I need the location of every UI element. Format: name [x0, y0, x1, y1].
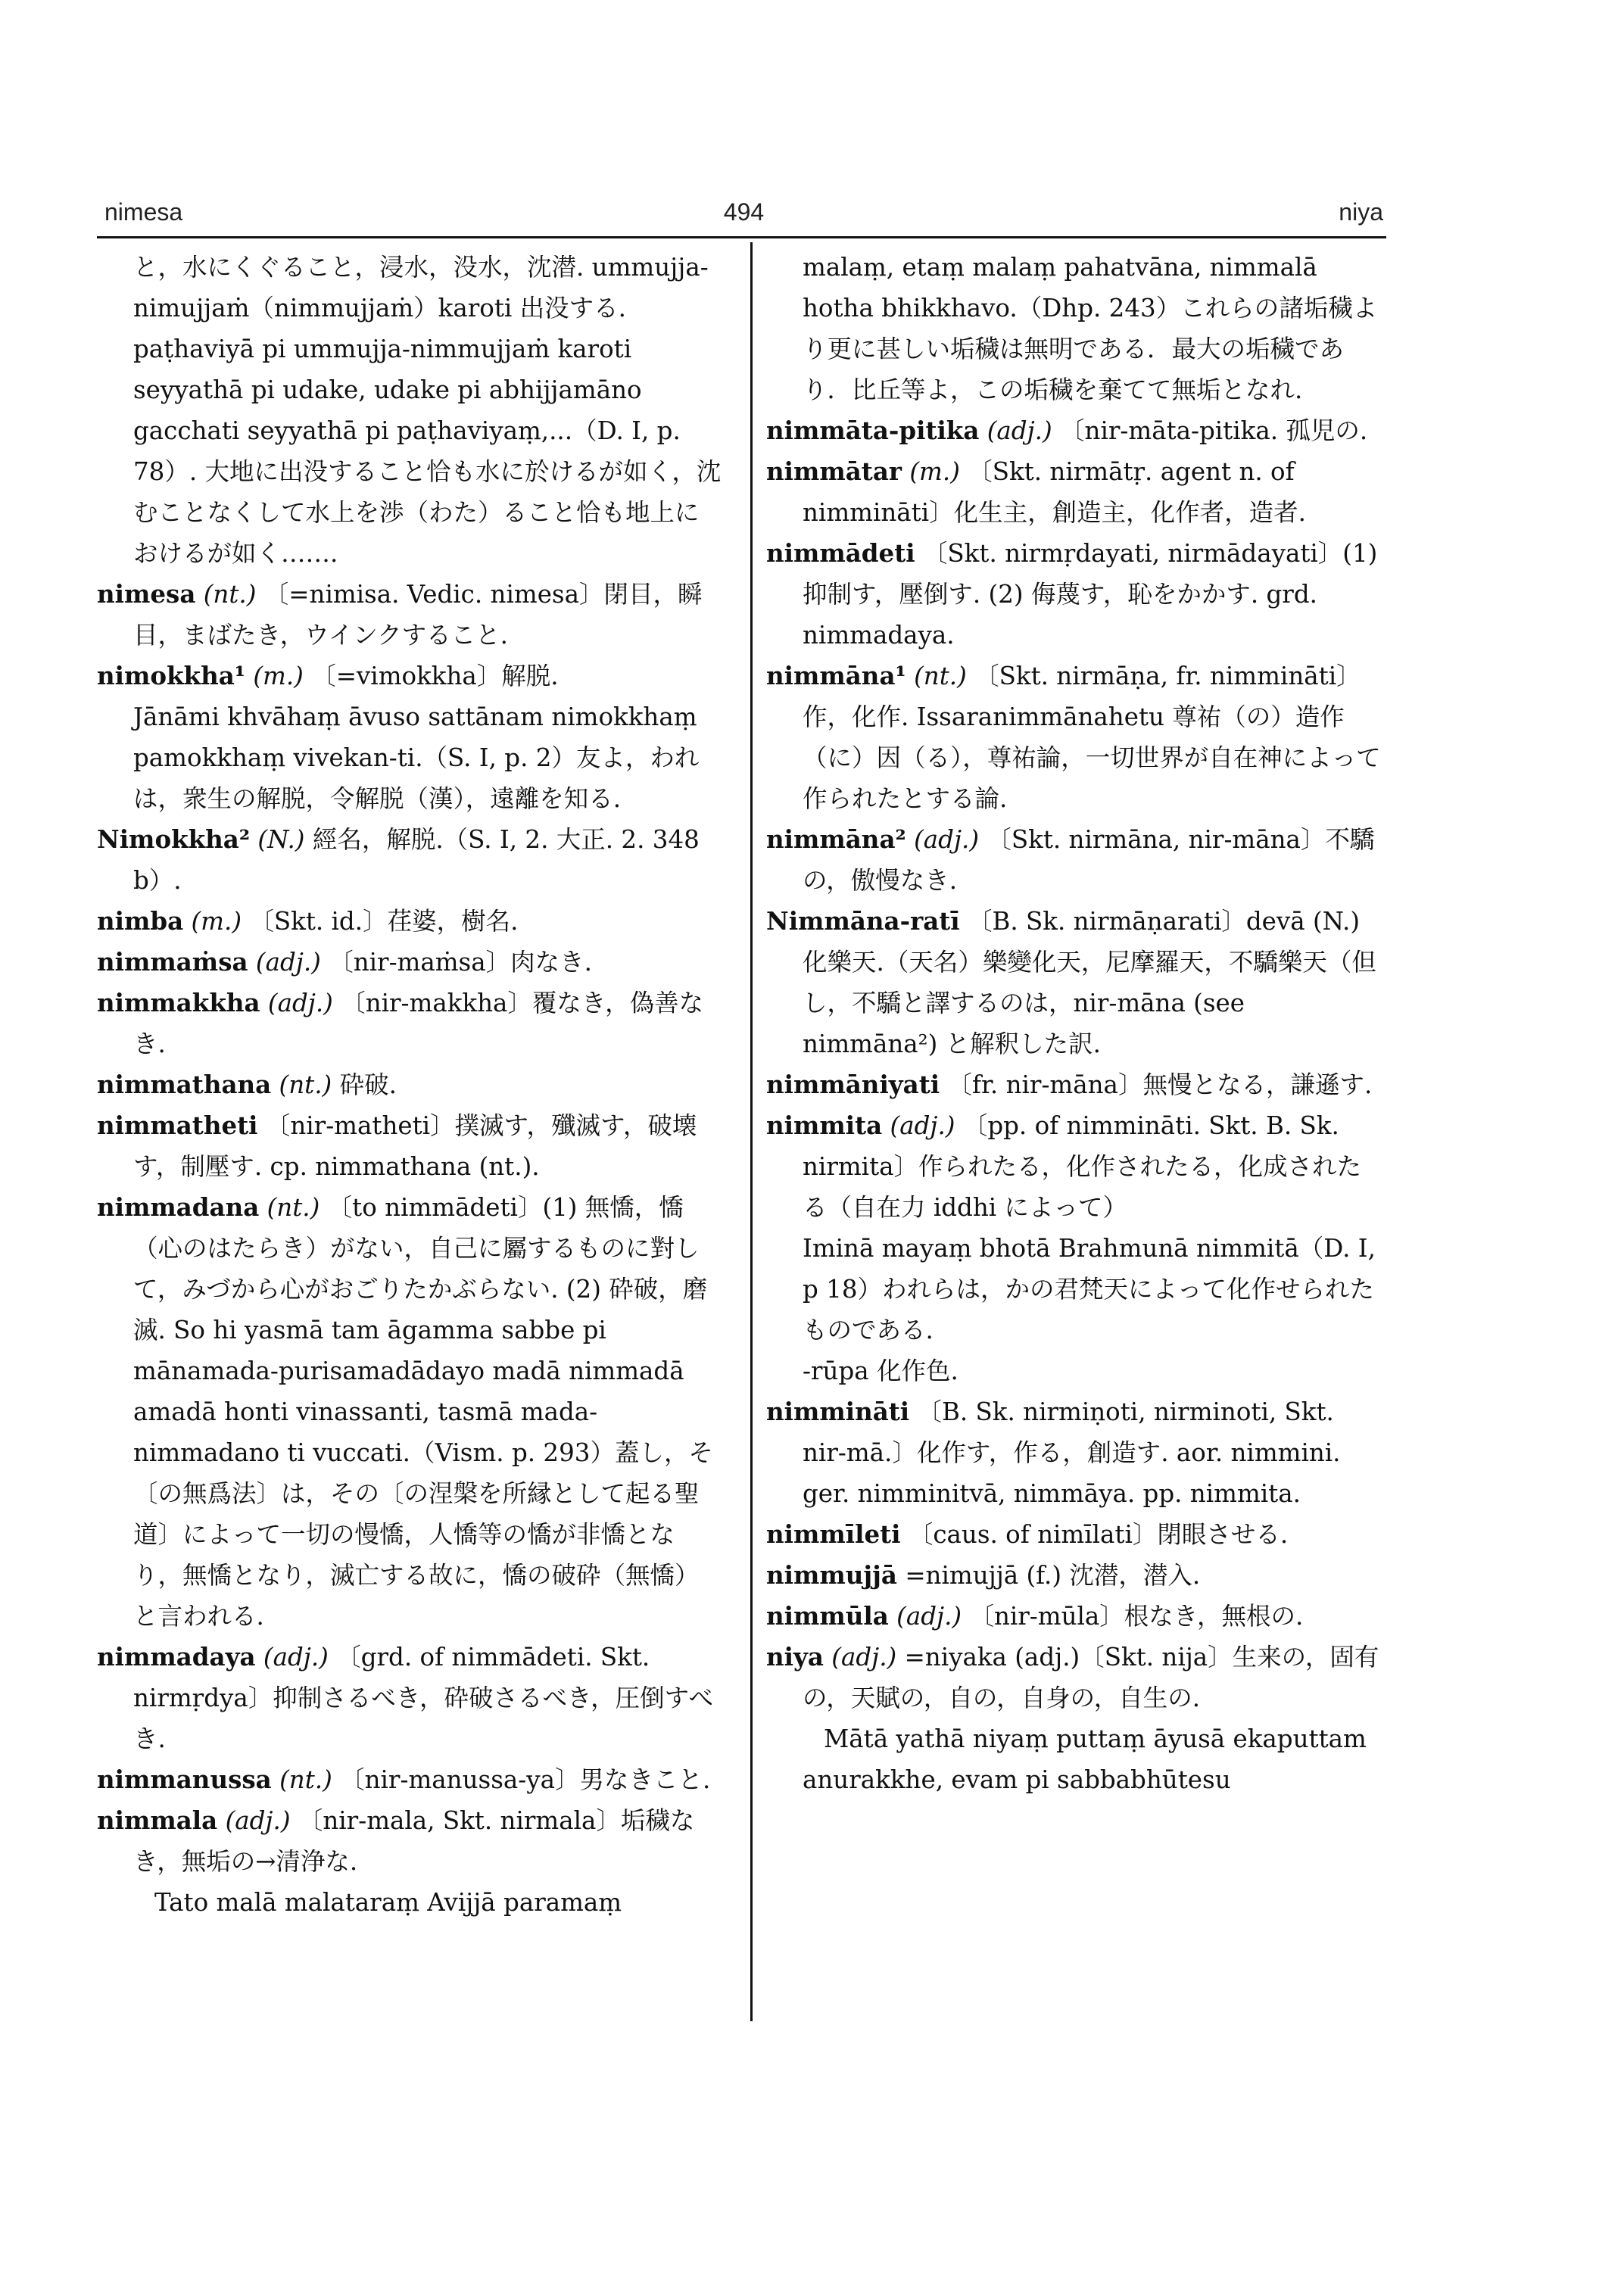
- entry-grammar: (m.): [191, 907, 242, 936]
- entry-headword: nimmanussa: [97, 1765, 272, 1794]
- dictionary-entry: [97, 819, 722, 901]
- dictionary-entry: [97, 942, 722, 983]
- entry-grammar: (nt.): [914, 662, 967, 690]
- entry-headword: nimokkha¹: [97, 661, 245, 690]
- dictionary-entry: [766, 819, 1384, 901]
- entry-headword: nimmathana: [97, 1070, 272, 1099]
- right-column: [766, 247, 1384, 1800]
- entry-grammar: (nt.): [279, 1070, 332, 1099]
- example-quotation: Jānāmi khvāhaṃ āvuso sattānam nimokkhaṃ pamokkhaṃ vivekan-ti.（S. I, p. 2）友よ，われは，衆生の解脱，令解脱（漢），遠離を知る.: [133, 703, 700, 813]
- entry-definition: 〔to nimmādeti〕(1) 無憍，憍（心のはたらき）がない，自己に屬するものに對して，みづから心がおごりたかぶらない. (2) 砕破，磨滅. So hi yasmā tam āgamma sabbe pi mānamada-purisamadādayo madā nimmadā amadā honti vinassanti, tasmā mada-nimmadano ti vuccati.（Vism. p. 293）蓋し，そ〔の無爲法〕は，その〔の涅槃を所縁として起る聖道〕によって一切の慢憍，人憍等の憍が非憍となり，無憍となり，滅亡する故に，憍の破砕（無憍）と言われる.: [133, 1193, 713, 1631]
- dictionary-entry: [97, 1637, 722, 1759]
- dictionary-entry: [766, 410, 1384, 451]
- entry-grammar: (adj.): [267, 989, 333, 1017]
- entry-definition: 經名，解脱.（S. I, 2. 大正. 2. 348 b）.: [133, 825, 700, 895]
- entry-grammar: (adj.): [263, 1643, 329, 1671]
- header-rule: [97, 236, 1386, 238]
- dictionary-entry: [97, 901, 722, 942]
- entry-grammar: (nt.): [267, 1193, 320, 1222]
- entry-headword: nimmita: [766, 1111, 883, 1140]
- entry-grammar: (adj.): [987, 416, 1052, 445]
- entry-headword: nimmala: [97, 1805, 218, 1835]
- entry-grammar: (m.): [909, 457, 960, 486]
- entry-headword: nimmujjā: [766, 1560, 897, 1590]
- entry-headword: Nimmāna-ratī: [766, 906, 960, 936]
- entry-definition: 〔Skt. id.〕荏婆，樹名.: [249, 907, 519, 936]
- dictionary-entry: [766, 1596, 1384, 1637]
- entry-grammar: (nt.): [279, 1765, 332, 1794]
- entry-definition: 〔Skt. nirmāna, nir-māna〕不驕の，傲慢なき.: [803, 825, 1375, 895]
- entry-grammar: (adj.): [225, 1806, 291, 1835]
- entry-headword: nimmīleti: [766, 1519, 901, 1549]
- entry-headword: nimmāna²: [766, 824, 906, 854]
- entry-definition: 〔grd. of nimmādeti. Skt. nirmṛdya〕抑制さるべき，砕破さるべき，圧倒すべき.: [133, 1643, 714, 1753]
- entry-headword: nimmadaya: [97, 1642, 256, 1671]
- page-header: [104, 198, 1383, 236]
- entry-definition: 〔nir-manussa-ya〕男なきこと.: [340, 1765, 711, 1794]
- dictionary-entry: [766, 533, 1384, 656]
- entry-definition: 〔nir-makkha〕覆なき，偽善なき.: [133, 989, 704, 1058]
- entry-headword: nimmaṁsa: [97, 947, 248, 977]
- entry-definition: 〔B. Sk. nirmāṇarati〕devā (N.) 化樂天.（天名）樂變化天，尼摩羅天，不驕樂天（但し，不驕と譯するのは，nir-māna (see nimmāna²) と解釈した訳.: [803, 907, 1376, 1058]
- entry-grammar: (m.): [253, 662, 304, 690]
- running-head-right: niya: [1339, 198, 1383, 226]
- dictionary-entry: [97, 1105, 722, 1187]
- entry-definition: 〔Skt. nirmāṇa, fr. nimmināti〕作，化作. Issaranimmānahetu 尊祐（の）造作（に）因（る），尊祐論，一切世界が自在神によって作られたとする論.: [803, 662, 1381, 813]
- example-quotation: Tato malā malataraṃ Avijjā paramaṃ: [154, 1888, 622, 1917]
- dictionary-entry: [766, 1391, 1384, 1514]
- example-quotation: malaṃ, etaṃ malaṃ pahatvāna, nimmalā hotha bhikkhavo.（Dhp. 243）これらの諸垢穢より更に甚しい垢穢は無明である．最大の垢穢であり．比丘等よ，この垢穢を棄てて無垢となれ.: [803, 253, 1378, 404]
- entry-headword: nimmūla: [766, 1601, 889, 1631]
- entry-headword: nimmakkha: [97, 988, 260, 1017]
- entry-headword: nimmātar: [766, 456, 902, 486]
- entry-definition: 〔pp. of nimmināti. Skt. B. Sk. nirmita〕作られたる，化作されたる，化成されたる（自在力 iddhi によって）: [803, 1111, 1362, 1222]
- dictionary-entry: [97, 1800, 722, 1882]
- entry-definition: 〔=vimokkha〕解脱.: [311, 662, 559, 690]
- entry-definition: 〔caus. of nimīlati〕閉眼させる.: [908, 1520, 1289, 1549]
- entry-definition: 〔=nimisa. Vedic. nimesa〕閉目，瞬目，まばたき，ウインクすること.: [133, 580, 703, 650]
- dictionary-entry: [97, 983, 722, 1064]
- entry-headword: nimba: [97, 906, 184, 936]
- dictionary-entry: [97, 1759, 722, 1800]
- dictionary-entry: [766, 1064, 1384, 1105]
- entry-headword: Nimokkha²: [97, 824, 251, 854]
- column-divider: [750, 242, 753, 2021]
- dictionary-entry: [766, 451, 1384, 533]
- example-quotation: paṭhaviyā pi ummujja-nimmujjaṁ karoti seyyathā pi udake, udake pi abhijjamāno gacchati seyyathā pi paṭhaviyaṃ,...（D. I, p. 78）. 大地に出没すること恰も水に於けるが如く，沈むことなくして水上を渉（わた）ること恰も地上におけるが如く…….: [133, 335, 722, 568]
- entry-definition: 〔nir-mūla〕根なき，無根の.: [969, 1602, 1304, 1631]
- entry-grammar: (N.): [257, 825, 305, 854]
- continued-definition: と，水にくぐること，浸水，没水，沈潜. ummujja-nimujjaṁ（nimmujjaṁ）karoti 出没する.: [133, 253, 709, 322]
- entry-definition: 〔nir-mala, Skt. nirmala〕垢穢なき，無垢の→清浄な.: [133, 1806, 695, 1876]
- entry-headword: nimmāniyati: [766, 1070, 940, 1099]
- dictionary-entry: [766, 901, 1384, 1064]
- entry-headword: nimmināti: [766, 1397, 910, 1426]
- entry-definition: =nimujjā (f.) 沈潜，潜入.: [905, 1561, 1201, 1590]
- dictionary-entry: [766, 1514, 1384, 1555]
- entry-definition: 〔nir-maṁsa〕肉なき.: [329, 948, 592, 977]
- entry-grammar: (adj.): [255, 948, 321, 977]
- entry-headword: nimmatheti: [97, 1111, 258, 1140]
- example-quotation: Iminā mayaṃ bhotā Brahmunā nimmitā（D. I, p 18）われらは，かの君梵天によって化作せられたものである.: [803, 1234, 1376, 1344]
- left-column: [97, 247, 722, 1923]
- dictionary-entry: [766, 656, 1384, 819]
- dictionary-entry: [766, 1637, 1384, 1718]
- example-quotation: Mātā yathā niyaṃ puttaṃ āyusā ekaputtam anurakkhe, evam pi sabbabhūtesu: [803, 1724, 1367, 1794]
- page-number: 494: [723, 198, 765, 226]
- entry-headword: nimmāna¹: [766, 661, 906, 690]
- entry-definition: 〔fr. nir-māna〕無慢となる，謙遜す.: [947, 1070, 1373, 1099]
- dictionary-entry: [97, 1187, 722, 1637]
- dictionary-entry: [97, 656, 722, 696]
- entry-headword: niya: [766, 1642, 824, 1671]
- entry-definition: 〔Skt. nirmṛdayati, nirmādayati〕(1) 抑制す，壓倒す. (2) 侮蔑す，恥をかかす. grd. nimmadaya.: [803, 539, 1378, 650]
- dictionary-entry: [766, 1105, 1384, 1228]
- entry-grammar: (adj.): [914, 825, 980, 854]
- entry-grammar: (adj.): [896, 1602, 962, 1631]
- entry-definition: 〔nir-māta-pitika. 孤児の.: [1060, 416, 1368, 445]
- entry-definition: 砕破.: [339, 1070, 397, 1099]
- entry-headword: nimesa: [97, 579, 196, 609]
- entry-grammar: (adj.): [890, 1111, 955, 1140]
- running-head-left: nimesa: [104, 198, 183, 226]
- entry-definition: 〔nir-matheti〕撲滅す，殲滅す，破壊す，制壓す. cp. nimmathana (nt.).: [133, 1111, 697, 1181]
- entry-definition: 〔Skt. nirmātṛ. agent n. of nimmināti〕化生主，創造主，化作者，造者.: [803, 457, 1306, 527]
- dictionary-entry: [766, 1555, 1384, 1596]
- dictionary-entry: [97, 574, 722, 656]
- entry-grammar: (nt.): [203, 580, 257, 609]
- entry-headword: nimmāta-pitika: [766, 416, 980, 445]
- entry-grammar: (adj.): [831, 1643, 897, 1671]
- dictionary-entry: [97, 1064, 722, 1105]
- entry-headword: nimmadana: [97, 1192, 260, 1222]
- example-quotation: -rūpa 化作色.: [803, 1357, 959, 1385]
- entry-headword: nimmādeti: [766, 538, 915, 568]
- entry-definition: 〔B. Sk. nirmiṇoti, nirminoti, Skt. nir-mā.〕化作す，作る，創造す. aor. nimmini. ger. nimminitvā, nimmāya. pp. nimmita.: [803, 1397, 1341, 1508]
- entry-definition: =niyaka (adj.)〔Skt. nija〕生来の，固有の，天賦の，自の，自身の，自生の.: [803, 1643, 1379, 1712]
